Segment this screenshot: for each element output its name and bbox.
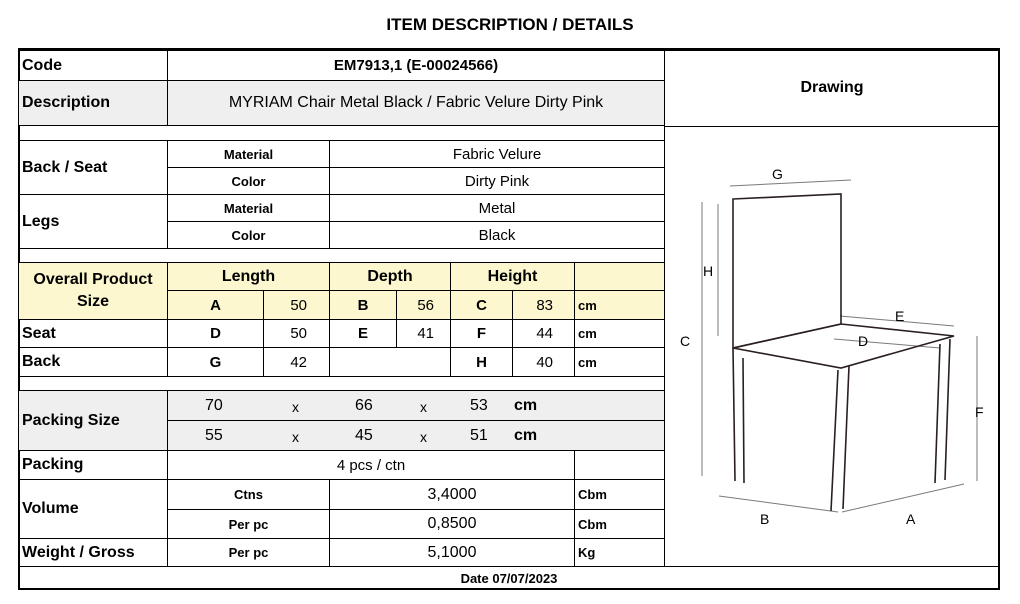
packing-size-row-1 bbox=[167, 390, 665, 421]
dim-e-value: 41 bbox=[396, 319, 451, 348]
packing-size-width: 45 bbox=[355, 427, 373, 444]
packing-label: Packing bbox=[18, 450, 168, 480]
drawing-header: Drawing bbox=[664, 50, 1000, 127]
packing-size-times: x bbox=[292, 399, 299, 415]
legs-color-label: Color bbox=[167, 221, 330, 249]
code-label: Code bbox=[18, 50, 168, 81]
packing-size-height: 51 bbox=[470, 427, 488, 444]
weight-value: 5,1000 bbox=[329, 538, 575, 567]
dim-d-letter: D bbox=[167, 319, 264, 348]
spacer-row bbox=[18, 125, 665, 141]
back-seat-color-value: Dirty Pink bbox=[329, 167, 665, 195]
dim-g-value: 42 bbox=[263, 347, 330, 377]
volume-perpc-unit: Cbm bbox=[574, 509, 665, 539]
packing-size-times: x bbox=[420, 399, 427, 415]
unit-header-empty bbox=[574, 262, 665, 291]
packing-size-unit: cm bbox=[514, 427, 538, 444]
packing-size-length: 55 bbox=[205, 427, 223, 444]
overall-size-label: Overall Product Size bbox=[18, 262, 168, 320]
dim-b-value: 56 bbox=[396, 290, 451, 320]
back-seat-material-value: Fabric Velure bbox=[329, 140, 665, 168]
legs-material-label: Material bbox=[167, 194, 330, 222]
dim-f-letter: F bbox=[450, 319, 513, 348]
packing-size-length: 70 bbox=[205, 397, 223, 414]
packing-size-row-2 bbox=[167, 420, 665, 451]
packing-size-width: 66 bbox=[355, 397, 373, 414]
dim-a-value: 50 bbox=[263, 290, 330, 320]
weight-unit: Kg bbox=[574, 538, 665, 567]
back-seat-material-label: Material bbox=[167, 140, 330, 168]
drawing-letter-h: H bbox=[703, 263, 714, 279]
date-footer: Date 07/07/2023 bbox=[18, 566, 1000, 590]
back-seat-label: Back / Seat bbox=[18, 140, 168, 195]
dim-c-letter: C bbox=[450, 290, 513, 320]
description-label: Description bbox=[18, 80, 168, 126]
packing-empty-cell bbox=[574, 450, 665, 480]
dim-h-letter: H bbox=[450, 347, 513, 377]
legs-label: Legs bbox=[18, 194, 168, 249]
volume-ctns-label: Ctns bbox=[167, 479, 330, 510]
drawing-letter-f: F bbox=[975, 404, 984, 420]
dim-a-letter: A bbox=[167, 290, 264, 320]
spacer-row bbox=[18, 248, 665, 263]
packing-size-times: x bbox=[420, 429, 427, 445]
weight-label: Weight / Gross bbox=[18, 538, 168, 567]
drawing-letter-b: B bbox=[760, 511, 770, 527]
description-value: MYRIAM Chair Metal Black / Fabric Velure Dirty Pink bbox=[167, 80, 665, 126]
seat-label: Seat bbox=[18, 319, 168, 348]
dim-e-letter: E bbox=[329, 319, 397, 348]
back-empty-cell bbox=[329, 347, 451, 377]
packing-size-times: x bbox=[292, 429, 299, 445]
length-header: Length bbox=[167, 262, 330, 291]
packing-size-height: 53 bbox=[470, 397, 488, 414]
dim-h-value: 40 bbox=[512, 347, 575, 377]
depth-header: Depth bbox=[329, 262, 451, 291]
legs-color-value: Black bbox=[329, 221, 665, 249]
volume-ctns-unit: Cbm bbox=[574, 479, 665, 510]
back-unit: cm bbox=[574, 347, 665, 377]
spacer-row bbox=[18, 376, 665, 391]
overall-unit: cm bbox=[574, 290, 665, 320]
drawing-letter-g: G bbox=[772, 166, 783, 182]
page-title: ITEM DESCRIPTION / DETAILS bbox=[386, 15, 634, 34]
height-header: Height bbox=[450, 262, 575, 291]
dim-d-value: 50 bbox=[263, 319, 330, 348]
volume-label: Volume bbox=[18, 479, 168, 539]
chair-outline bbox=[733, 194, 954, 511]
chair-drawing bbox=[664, 126, 1000, 566]
back-seat-color-label: Color bbox=[167, 167, 330, 195]
packing-value: 4 pcs / ctn bbox=[167, 450, 575, 480]
volume-ctns-value: 3,4000 bbox=[329, 479, 575, 510]
drawing-letter-a: A bbox=[906, 511, 916, 527]
legs-material-value: Metal bbox=[329, 194, 665, 222]
dim-b-letter: B bbox=[329, 290, 397, 320]
back-label: Back bbox=[18, 347, 168, 377]
dim-f-value: 44 bbox=[512, 319, 575, 348]
packing-size-unit: cm bbox=[514, 397, 538, 414]
packing-size-label: Packing Size bbox=[18, 390, 168, 451]
drawing-letter-d: D bbox=[858, 333, 869, 349]
volume-perpc-label: Per pc bbox=[167, 509, 330, 539]
code-value: EM7913,1 (E-00024566) bbox=[167, 50, 665, 81]
drawing-letter-e: E bbox=[895, 308, 905, 324]
volume-perpc-value: 0,8500 bbox=[329, 509, 575, 539]
dim-g-letter: G bbox=[167, 347, 264, 377]
drawing-letter-c: C bbox=[680, 333, 691, 349]
seat-unit: cm bbox=[574, 319, 665, 348]
weight-perpc-label: Per pc bbox=[167, 538, 330, 567]
dim-c-value: 83 bbox=[512, 290, 575, 320]
